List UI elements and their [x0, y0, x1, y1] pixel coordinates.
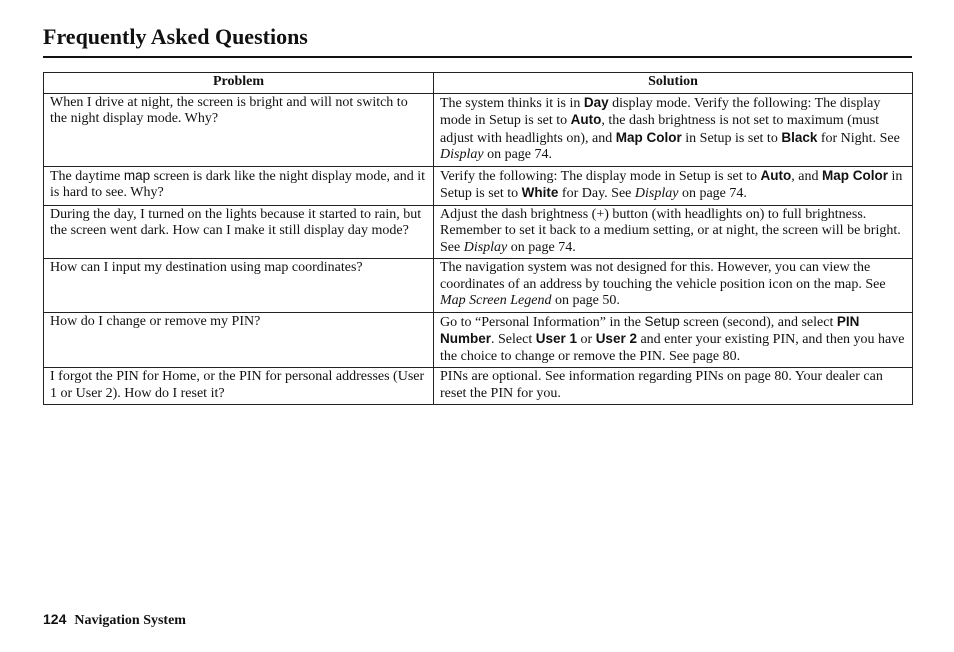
- solution-column-header: Solution: [434, 73, 913, 94]
- solution-text: on page 74.: [483, 147, 552, 162]
- ui-term: Auto: [760, 167, 792, 183]
- solution-text: in Setup is set to: [681, 130, 782, 146]
- table-header-row: [44, 73, 913, 94]
- solution-text: The navigation system was not designed for this. However, you can view the coordinates of an address by touching the vehicle position icon on the map. See: [440, 260, 886, 292]
- table-row: [44, 205, 913, 259]
- problem-text: When I drive at night, the screen is bright and will not switch to the night display mode. Why?: [50, 94, 408, 126]
- page-reference: Map Screen Legend: [440, 293, 552, 308]
- ui-term: Map Color: [822, 167, 889, 183]
- solution-text: screen (second), and select: [679, 314, 837, 330]
- table-row: [44, 312, 913, 368]
- table-row: [44, 259, 913, 313]
- ui-term: Map Color: [615, 129, 682, 145]
- ui-term: User 1: [535, 331, 578, 346]
- page-title: Frequently Asked Questions: [43, 24, 308, 49]
- problem-text: The daytime: [50, 168, 124, 184]
- solution-text: or: [577, 332, 596, 347]
- solution-text: The system thinks it is in: [440, 95, 584, 111]
- ui-term: Day: [583, 94, 609, 110]
- solution-cell: [434, 166, 913, 205]
- solution-text: . Select: [491, 332, 536, 347]
- page-reference: Display: [634, 186, 679, 201]
- ui-term: Black: [781, 129, 818, 145]
- problem-cell: [44, 368, 434, 405]
- problem-cell: [44, 259, 434, 313]
- problem-column-header: Problem: [44, 73, 434, 94]
- solution-text: and enter your existing PIN, and then you have the choice to change or remove the PIN. See page 80.: [440, 332, 905, 364]
- problem-text: screen is dark like the night display mode, and it is hard to see. Why?: [50, 168, 426, 200]
- table-row: [44, 368, 913, 405]
- solution-cell: [434, 93, 913, 166]
- table-row: [44, 93, 913, 166]
- solution-text: , the dash brightness is not set to maximum (must adjust with headlights on), and: [440, 113, 880, 146]
- solution-text: Go to “Personal Information” in the: [440, 314, 645, 330]
- solution-text: Verify the following: The display mode in Setup is set to: [440, 168, 761, 184]
- solution-text: PINs are optional. See information regarding PINs on page 80. Your dealer can reset the PIN for you.: [440, 369, 883, 401]
- ui-term: Setup: [644, 313, 680, 329]
- solution-cell: [434, 205, 913, 259]
- solution-cell: [434, 368, 913, 405]
- ui-term: PIN Number: [440, 313, 860, 346]
- solution-text: for Night. See: [817, 130, 900, 146]
- solution-text: , and: [791, 168, 823, 184]
- solution-text: on page 74.: [507, 239, 576, 255]
- ui-term: Auto: [570, 112, 602, 127]
- problem-text: How can I input my destination using map coordinates?: [50, 260, 363, 275]
- page-reference: Display: [440, 147, 484, 162]
- solution-text: on page 50.: [551, 293, 620, 308]
- title-divider: [43, 56, 912, 58]
- solution-cell: [434, 259, 913, 313]
- solution-text: for Day. See: [558, 186, 635, 201]
- faq-table: [43, 72, 913, 405]
- table-row: [44, 166, 913, 205]
- page-footer: [43, 611, 186, 629]
- problem-cell: [44, 166, 434, 205]
- page-number: 124: [43, 611, 67, 627]
- solution-text: Adjust the dash brightness (+) button (with headlights on) to full brightness. Remember to set it back to a medium setting, or at night, the screen will be bright. See: [440, 206, 901, 255]
- problem-text: How do I change or remove my PIN?: [50, 313, 261, 329]
- ui-term: White: [521, 185, 559, 200]
- problem-text: During the day, I turned on the lights because it started to rain, but the screen went dark. How can I make it still display day mode?: [50, 206, 422, 238]
- ui-term: User 2: [595, 331, 637, 346]
- solution-text: display mode. Verify the following: The display mode in Setup is set to: [440, 95, 881, 128]
- problem-text: I forgot the PIN for Home, or the PIN for personal addresses (User 1 or User 2). How do I reset it?: [50, 369, 425, 401]
- problem-cell: [44, 312, 434, 368]
- section-name: Navigation System: [74, 613, 186, 628]
- page-reference: Display: [463, 239, 508, 255]
- problem-cell: [44, 93, 434, 166]
- solution-text: in Setup is set to: [440, 168, 903, 201]
- problem-cell: [44, 205, 434, 259]
- ui-term: map: [123, 167, 151, 183]
- solution-cell: [434, 312, 913, 368]
- solution-text: on page 74.: [678, 186, 747, 201]
